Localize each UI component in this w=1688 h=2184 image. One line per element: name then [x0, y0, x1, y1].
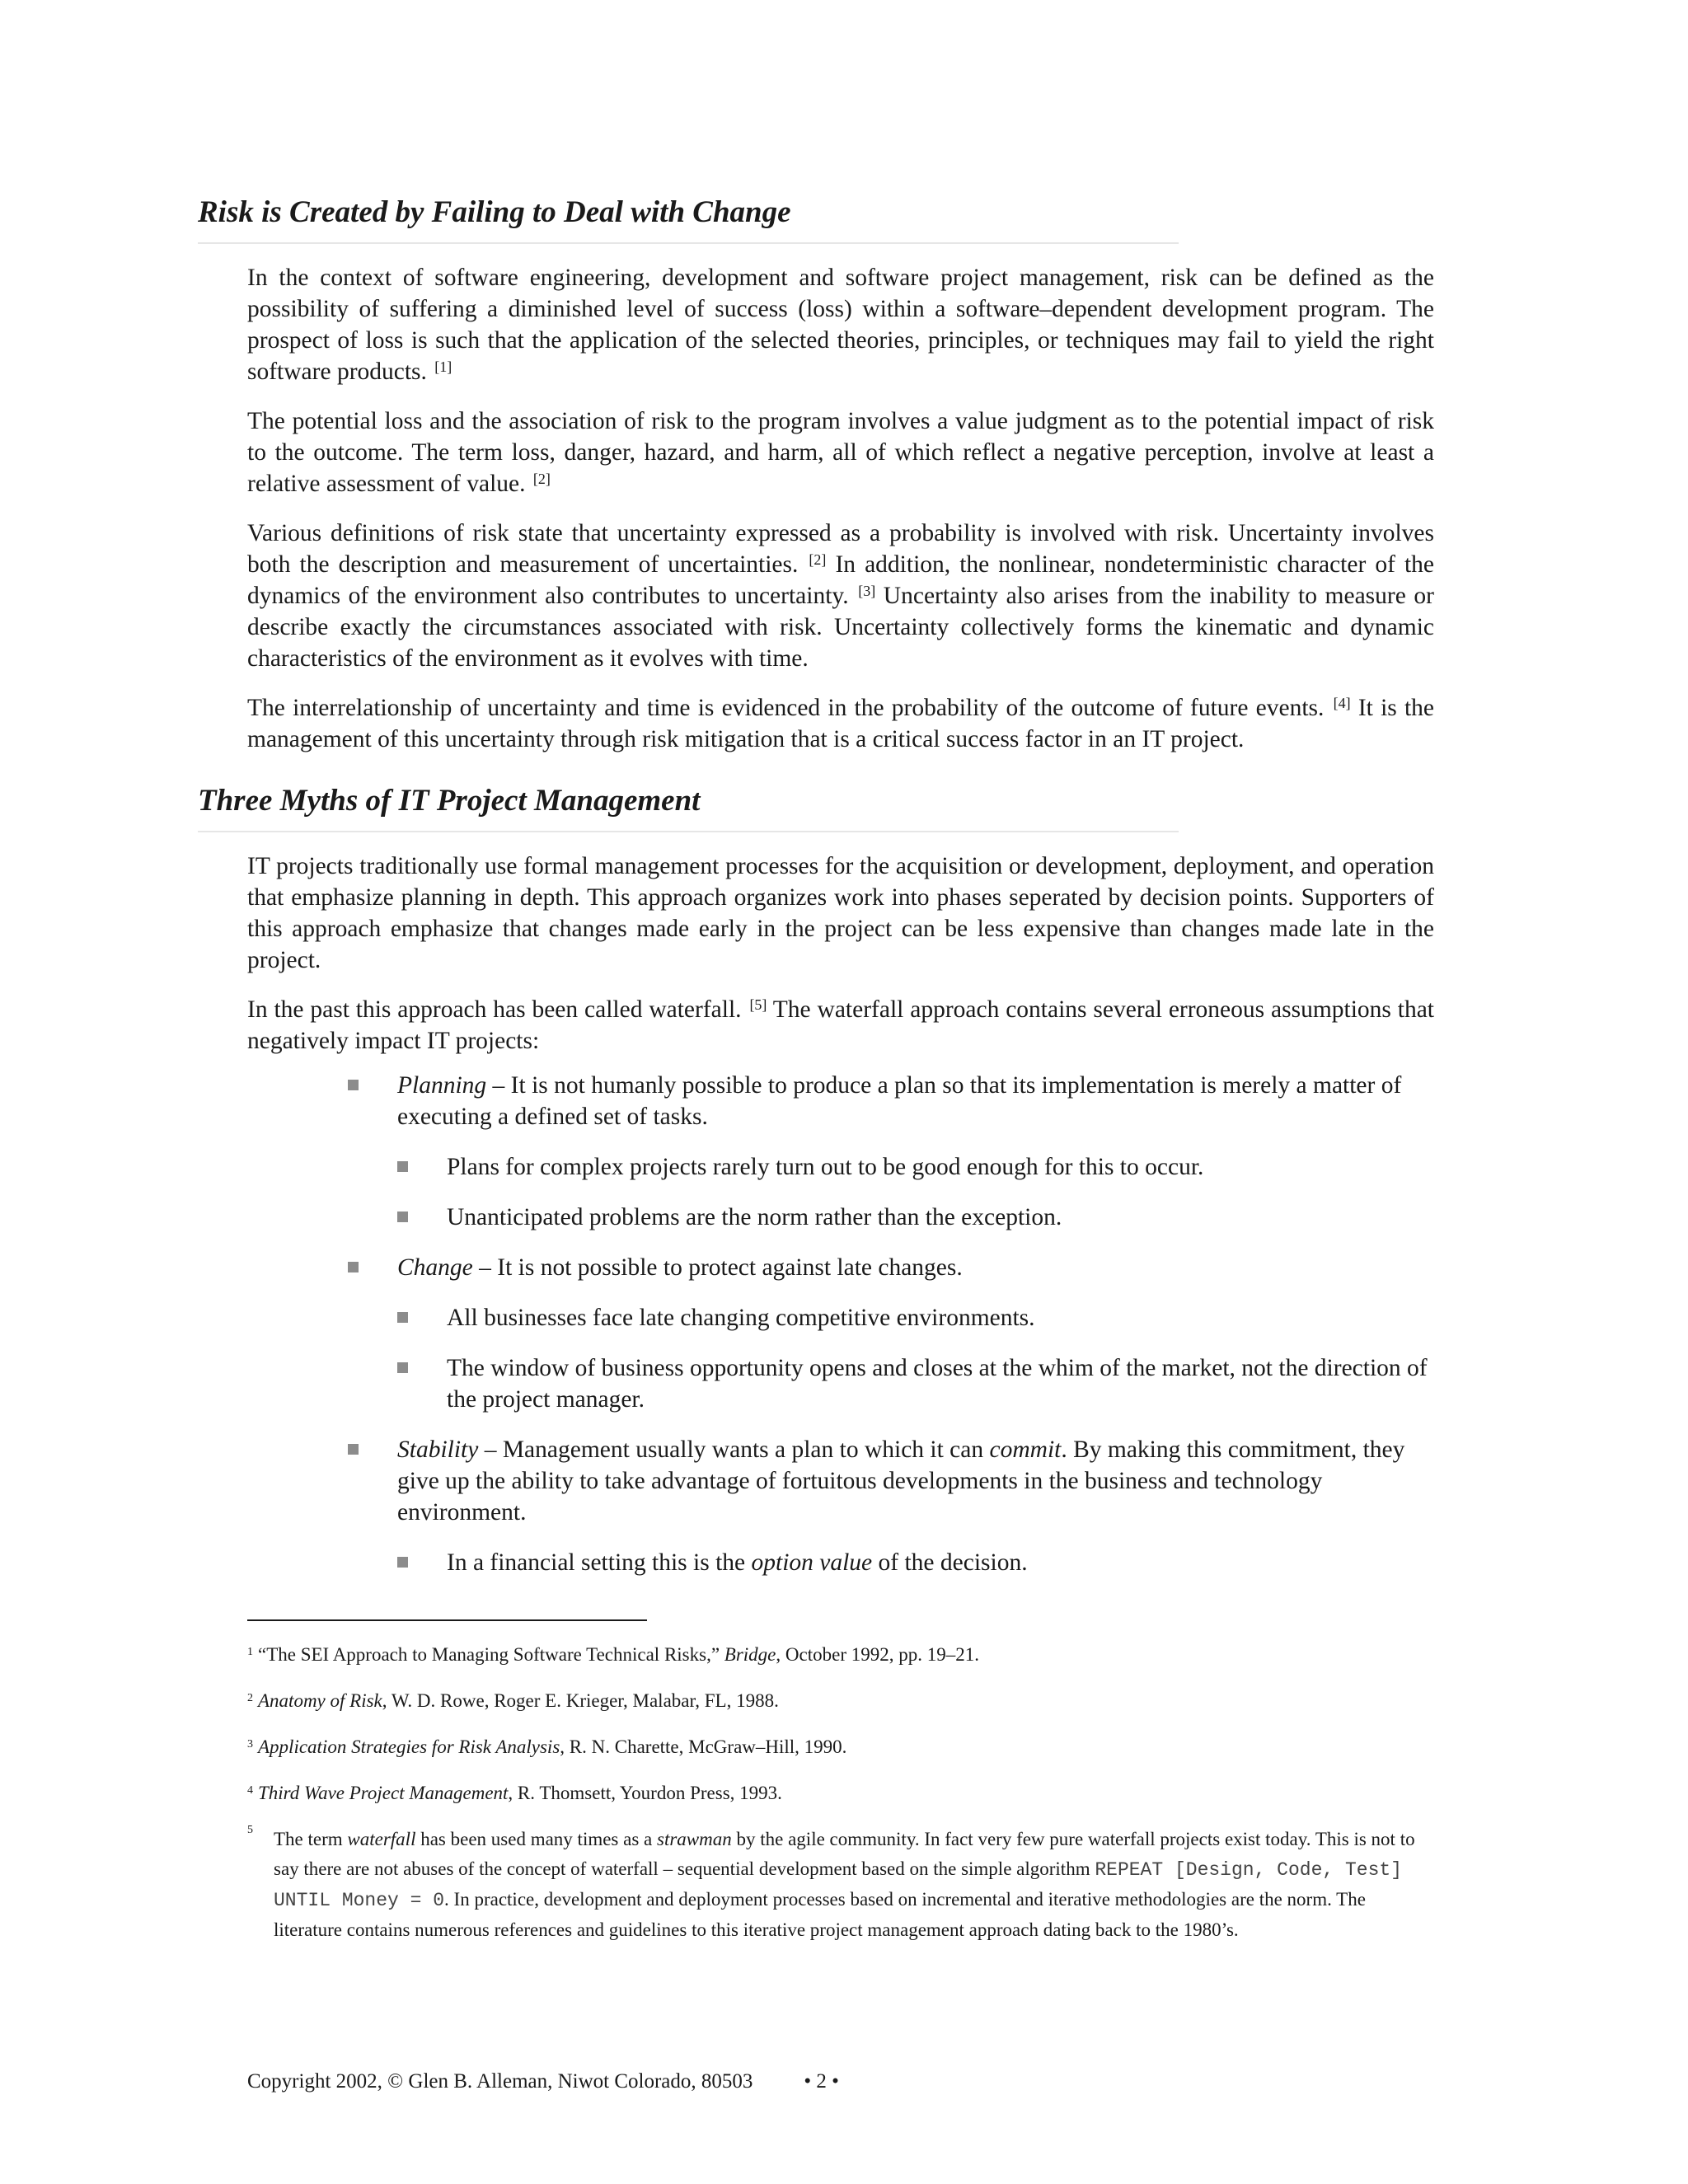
footnote-4 — [247, 1779, 1434, 1808]
paragraph — [247, 262, 1434, 387]
footnote-emphasis: strawman — [657, 1829, 732, 1849]
footnote-2 — [247, 1686, 1434, 1716]
footnote-number: 2 — [247, 1692, 253, 1704]
page-number: • 2 • — [804, 2070, 839, 2093]
bullet-text: Unanticipated problems are the norm rather than the exception. — [447, 1204, 1062, 1230]
footnote-number: 4 — [247, 1784, 253, 1797]
myths-list — [0, 1070, 1688, 1597]
footnote-text: , R. N. Charette, McGraw–Hill, 1990. — [560, 1736, 847, 1757]
footnote-title: Third Wave Project Management — [258, 1783, 509, 1803]
list-item — [0, 1202, 1688, 1233]
section-heading-risk: Risk is Created by Failing to Deal with Change — [198, 194, 1179, 244]
footnote-code: REPEAT [Design, Code, Test] UNTIL Money = 0 — [274, 1859, 1403, 1911]
bullet-square-icon — [397, 1557, 408, 1568]
footnote-3 — [247, 1732, 1434, 1762]
paragraph-text: In the context of software engineering, development and software project management, risk can be defined as the possibility of suffering a diminished level of success (loss) within a software–dependent development program. The prospect of loss is such that the application of the selected theories, principles, or techniques may fail to yield the right software products. — [247, 265, 1434, 385]
paragraph-text: It is the management of this uncertainty through risk mitigation that is a critical success factor in an IT project. — [247, 695, 1434, 752]
footnote-divider — [247, 1619, 647, 1621]
bullet-text: All businesses face late changing competitive environments. — [447, 1305, 1035, 1331]
footnote-ref[interactable]: [5] — [749, 996, 767, 1013]
section-risk-body — [247, 262, 1434, 773]
paragraph: IT projects traditionally use formal management processes for the acquisition or development, deployment, and operation that emphasize planning in depth. This approach organizes work into phases seperated by decision points. Supporters of this approach emphasize that changes made early in the project can be less expensive than changes made late in the project. — [247, 853, 1434, 973]
bullet-square-icon — [397, 1312, 408, 1323]
bullet-term: Change — [397, 1254, 473, 1281]
footnote-number: 3 — [247, 1738, 253, 1750]
bullet-term: Planning — [397, 1072, 487, 1099]
footnote-title: Application Strategies for Risk Analysis — [258, 1736, 560, 1757]
bullet-text: of the decision. — [872, 1549, 1028, 1576]
section-myths-body — [247, 851, 1434, 1075]
bullet-square-icon — [397, 1161, 408, 1172]
footnote-text: , October 1992, pp. 19–21. — [776, 1644, 979, 1665]
bullet-term: Stability — [397, 1436, 479, 1463]
footnote-ref[interactable]: [1] — [434, 359, 452, 375]
footnote-text: The term — [274, 1829, 348, 1849]
bullet-text: . By making this commitment, they give up the ability to take advantage of fortuitous developments in the business and technology environment. — [397, 1436, 1405, 1526]
footnote-text: has been used many times as a — [415, 1829, 657, 1849]
copyright-text: Copyright 2002, © Glen B. Alleman, Niwot Colorado, 80503 — [247, 2070, 753, 2093]
list-item — [0, 1302, 1688, 1333]
footnote-5: 5 The term waterfall has been used many times as a strawman by the agile community. In fact very few pure waterfall projects exist today. This is not to say there are not abuses of the concept of waterfall – sequential development based on the simple algorithm REPEAT [Design, Code, Test] UNTIL Money = 0. In practice, development and deployment processes based on incremental and iterative methodologies are the norm. The literature contains numerous references and guidelines to this iterative project management approach dating back to the 1980’s. — [247, 1824, 1415, 1940]
footnote-number: 1 — [247, 1646, 253, 1658]
bullet-square-icon — [348, 1444, 359, 1455]
footnote-text: , R. Thomsett, Yourdon Press, 1993. — [508, 1783, 782, 1803]
bullet-text: – Management usually wants a plan to which it can — [478, 1436, 990, 1463]
footnote-1 — [247, 1640, 1434, 1670]
list-item — [0, 1151, 1688, 1183]
paragraph-text: The potential loss and the association of risk to the program involves a value judgment as to the potential impact of risk to the outcome. The term loss, danger, hazard, and harm, all of which reflect a negative perception, involve at least a relative assessment of value. — [247, 408, 1434, 497]
footnote-text: . In practice, development and deployment processes based on incremental and iterative methodologies are the norm. The literature contains numerous references and guidelines to this iterative project management approach dating back to the 1980’s. — [274, 1889, 1366, 1940]
footnote-emphasis: waterfall — [347, 1829, 416, 1849]
footnote-ref[interactable]: [2] — [532, 471, 551, 487]
bullet-square-icon — [348, 1262, 359, 1272]
list-item-planning — [0, 1070, 1688, 1132]
paragraph — [247, 405, 1434, 499]
footnote-title: Anatomy of Risk — [258, 1690, 382, 1711]
page-footer — [247, 2069, 839, 2095]
paragraph — [247, 994, 1434, 1057]
footnote-text: by the agile community. In fact very few pure waterfall projects exist today. This is not to say there are not abuses of the concept of waterfall – sequential development based on the simple algorithm — [274, 1829, 1415, 1879]
footnote-title: Bridge — [724, 1644, 776, 1665]
list-item-stability — [0, 1434, 1688, 1528]
bullet-emphasis: option value — [751, 1549, 873, 1576]
paragraph-text: The waterfall approach contains several erroneous assumptions that negatively impact IT projects: — [247, 996, 1434, 1054]
paragraph-text: In addition, the nonlinear, nondeterministic character of the dynamics of the environment also contributes to uncertainty. — [247, 551, 1434, 609]
bullet-text: Plans for complex projects rarely turn out to be good enough for this to occur. — [447, 1154, 1204, 1180]
list-item — [0, 1352, 1688, 1415]
paragraph — [247, 518, 1434, 674]
list-item — [0, 1547, 1688, 1578]
footnote-text: , W. D. Rowe, Roger E. Krieger, Malabar, FL, 1988. — [382, 1690, 779, 1711]
bullet-text: – It is not humanly possible to produce a plan so that its implementation is merely a matter of executing a defined set of tasks. — [397, 1072, 1402, 1130]
bullet-text: – It is not possible to protect against late changes. — [472, 1254, 963, 1281]
footnote-ref[interactable]: [4] — [1333, 695, 1351, 711]
footnote-text: “The SEI Approach to Managing Software Technical Risks,” — [258, 1644, 724, 1665]
paragraph-text: The interrelationship of uncertainty and time is evidenced in the probability of the outcome of future events. — [247, 695, 1325, 721]
paragraph-text: Various definitions of risk state that uncertainty expressed as a probability is involved with risk. Uncertainty involves both the description and measurement of uncertainties. — [247, 520, 1434, 578]
bullet-text: In a financial setting this is the — [447, 1549, 752, 1576]
bullet-square-icon — [348, 1080, 359, 1090]
bullet-square-icon — [397, 1362, 408, 1373]
paragraph — [247, 692, 1434, 755]
list-item-change — [0, 1252, 1688, 1283]
bullet-emphasis: commit — [989, 1436, 1062, 1463]
paragraph-text: Uncertainty also arises from the inability to measure or describe exactly the circumstances associated with risk. Uncertainty collectively forms the kinematic and dynamic characteristics of the environment as it evolves with time. — [247, 583, 1434, 672]
section-heading-myths: Three Myths of IT Project Management — [198, 783, 1179, 832]
bullet-square-icon — [397, 1212, 408, 1222]
footnote-ref[interactable]: [2] — [809, 551, 827, 568]
footnote-ref[interactable]: [3] — [858, 583, 876, 599]
paragraph-text: In the past this approach has been called waterfall. — [247, 996, 742, 1023]
footnotes — [247, 1640, 1434, 1961]
bullet-text: The window of business opportunity opens and closes at the whim of the market, not the direction of the project manager. — [447, 1355, 1428, 1413]
